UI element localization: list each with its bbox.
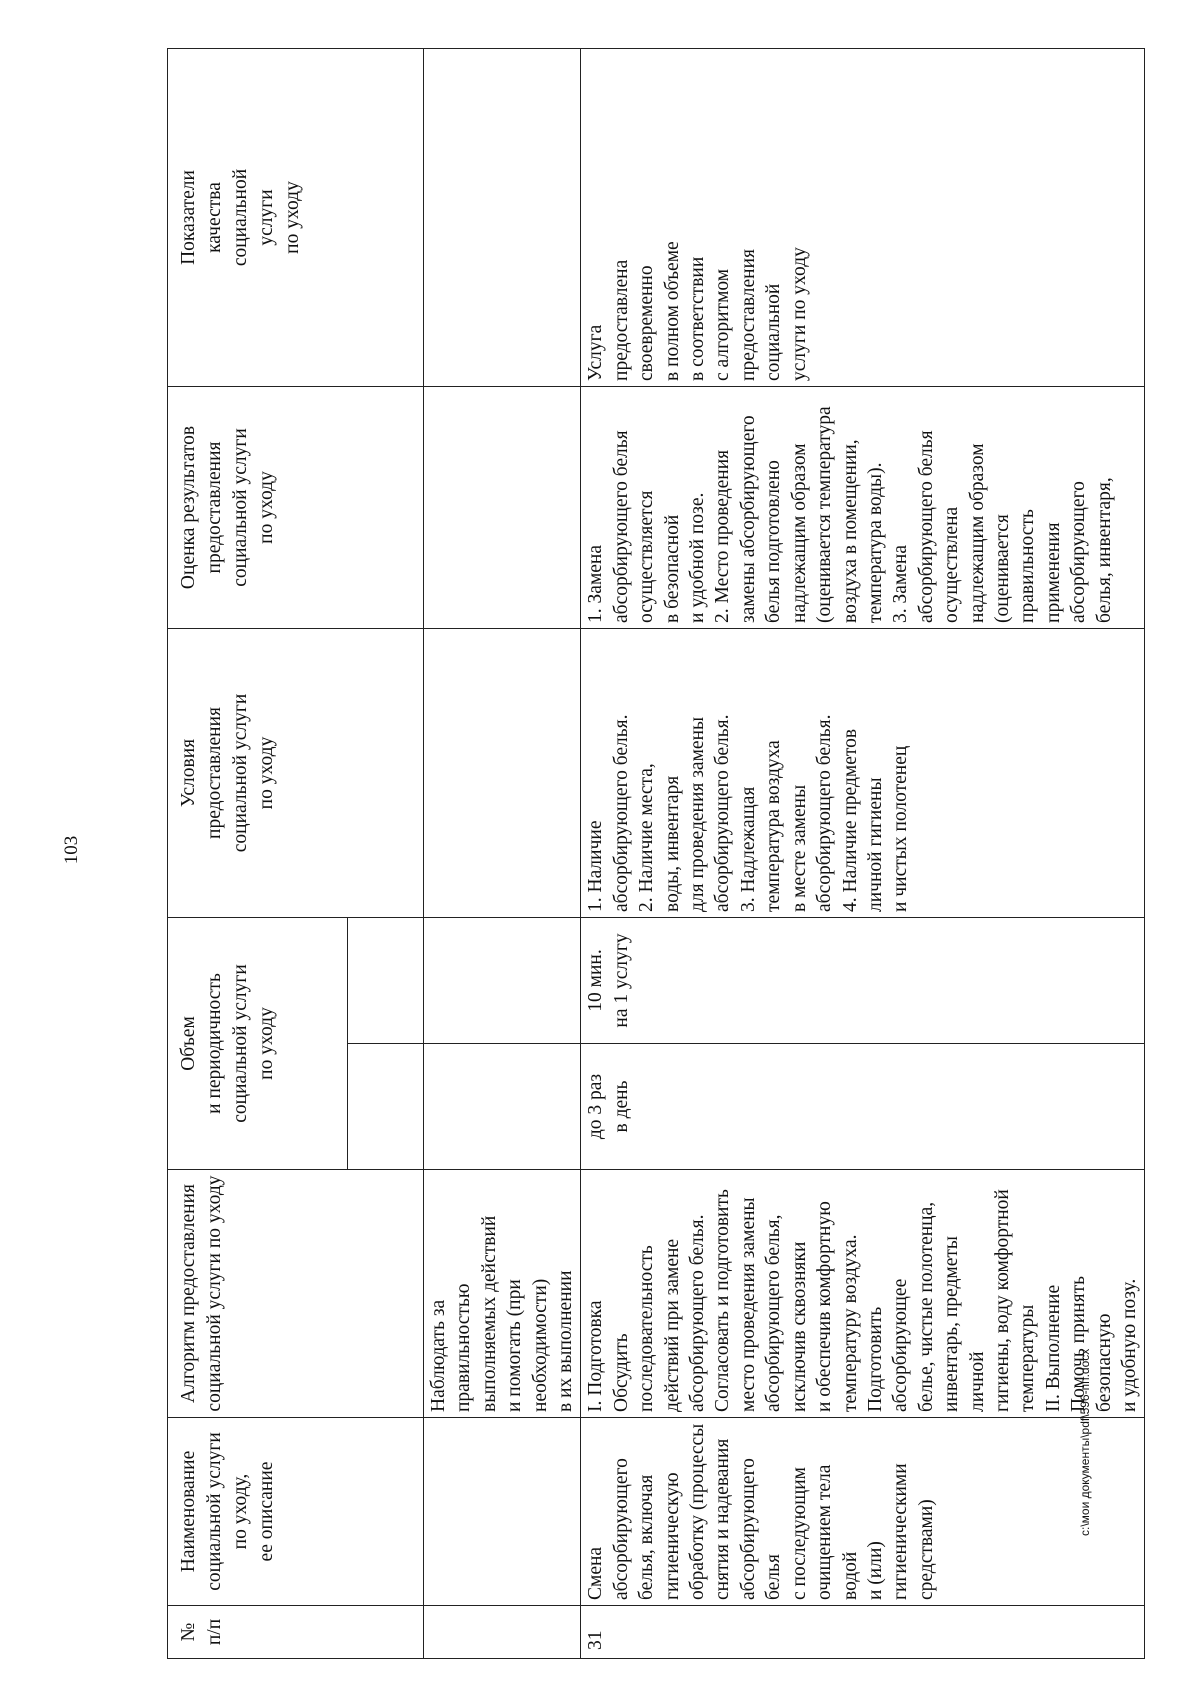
cell-quality xyxy=(424,48,581,386)
cell-quality: Услуга предоставлена своевременно в полном объеме в соответствии с алгоритмом предоставления социальной услуги по уходу xyxy=(581,48,1145,386)
header-volume: Объем и периодичность социальной услуги по уходу xyxy=(168,917,348,1169)
cell-conditions: 1. Наличие абсорбирующего белья. 2. Наличие места, воды, инвентаря для проведения замены абсорбирующего белья. 3. Надлежащая температура воздуха в месте замены абсорбирующего белья. 4. Наличие предметов личной гигиены и чистых полотенец xyxy=(581,628,1145,917)
cell-evaluation xyxy=(424,386,581,628)
cell-time xyxy=(424,917,581,1043)
cell-frequency xyxy=(424,1044,581,1170)
cell-algorithm: Наблюдать за правильностью выполняемых действий и помогать (при необходимости) в их выполнении xyxy=(424,1170,581,1418)
table-row xyxy=(581,48,1145,1658)
header-conditions: Условия предоставления социальной услуги по уходу xyxy=(168,628,424,917)
header-algorithm: Алгоритм предоставления социальной услуги по уходу xyxy=(168,1170,424,1418)
services-table xyxy=(167,48,1145,1659)
page-number: 103 xyxy=(61,835,82,865)
cell-conditions xyxy=(424,628,581,917)
header-evaluation: Оценка результатов предоставления социальной услуги по уходу xyxy=(168,386,424,628)
cell-num xyxy=(424,1606,581,1659)
cell-num: 31 xyxy=(581,1606,1145,1659)
header-num: № п/п xyxy=(168,1606,424,1659)
cell-name xyxy=(424,1418,581,1606)
header-time-sub xyxy=(348,917,424,1043)
cell-name: Смена абсорбирующего белья, включая гигиеническую обработку (процессы снятия и надевания абсорбирующего белья с последующим очищением тела водой и (или) гигиеническими средствами) xyxy=(581,1418,1145,1606)
cell-algorithm: I. Подготовка Обсудить последовательность действий при замене абсорбирующего белья. Согласовать и подготовить место проведения замены абсорбирующего белья, исключив сквозняки и обеспечив комфортную температуру воздуха. Подготовить абсорбирующее белье, чистые полотенца, инвентарь, предметы личной гигиены, воду комфортной температуры II. Выполнение Помочь принять безопасную и удобную позу. xyxy=(581,1170,1145,1418)
header-quality: Показатели качества социальной услуги по уходу xyxy=(168,48,424,386)
header-row xyxy=(168,48,348,1658)
file-path-footer: c:\мои документы\pdf\596-пп.docx xyxy=(1078,1348,1092,1536)
header-frequency-sub xyxy=(348,1044,424,1170)
cell-evaluation: 1. Замена абсорбирующего белья осуществляется в безопасной и удобной позе. 2. Место проведения замены абсорбирующего белья подготовлено надлежащим образом (оценивается температура воздуха в помещении, температура воды). 3. Замена абсорбирующего белья осуществлена надлежащим образом (оценивается правильность применения абсорбирующего белья, инвентаря, xyxy=(581,386,1145,628)
header-name: Наименование социальной услуги по уходу, ее описание xyxy=(168,1418,424,1606)
cell-frequency: до 3 раз в день xyxy=(581,1044,1145,1170)
table-row xyxy=(424,48,581,1658)
cell-time: 10 мин. на 1 услугу xyxy=(581,917,1145,1043)
